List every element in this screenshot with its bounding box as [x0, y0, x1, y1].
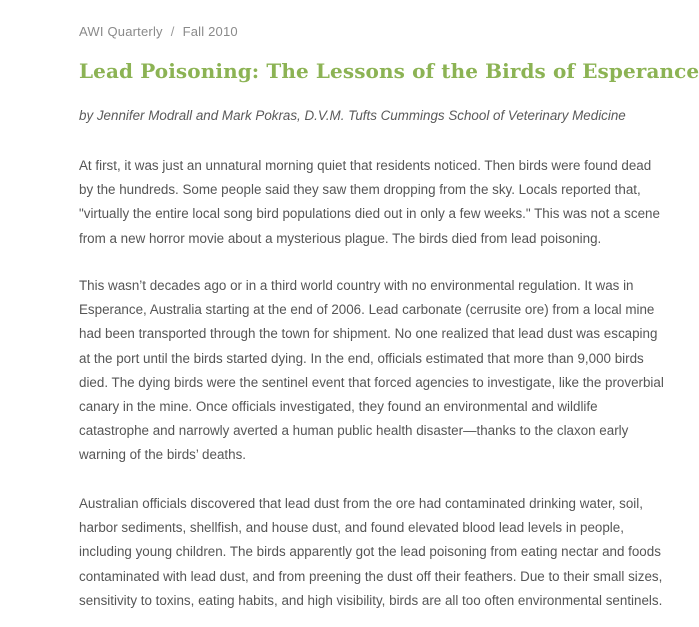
breadcrumb-issue-link[interactable]: Fall 2010 [182, 24, 238, 39]
article-paragraph: Australian officials discovered that lead dust from the ore had contaminated drinking water, soil, harbor sediments, shellfish, and house dust, and found elevated blood lead levels in people, including young children. The birds apparently got the lead poisoning from eating nectar and foods contaminated with lead dust, and from preening the dust off their feathers. Due to their small sizes, sensitivity to toxins, eating habits, and high visibility, birds are all too often environmental sentinels. [79, 496, 663, 608]
breadcrumb-publication-link[interactable]: AWI Quarterly [79, 24, 163, 39]
article-byline: by Jennifer Modrall and Mark Pokras, D.V.M. Tufts Cummings School of Veterinary Medicine [79, 108, 626, 123]
article-title: Lead Poisoning: The Lessons of the Birds of Esperance [79, 59, 699, 83]
article-paragraph: At first, it was just an unnatural morning quiet that residents noticed. Then birds were found dead by the hundreds. Some people said they saw them dropping from the sky. Locals reported that, "virtually the entire local song bird populations died out in only a few weeks." This was not a scene from a new horror movie about a mysterious plague. The birds died from lead poisoning. [79, 158, 660, 246]
breadcrumb-separator: / [170, 24, 175, 39]
breadcrumb [79, 24, 238, 39]
article-paragraph: This wasn’t decades ago or in a third world country with no environmental regulation. It was in Esperance, Australia starting at the end of 2006. Lead carbonate (cerrusite ore) from a local mine had been transported through the town for shipment. No one realized that lead dust was escaping at the port until the birds started dying. In the end, officials estimated that more than 9,000 birds died. The dying birds were the sentinel event that forced agencies to investigate, like the proverbial canary in the mine. Once officials investigated, they found an environmental and wildlife catastrophe and narrowly averted a human public health disaster—thanks to the claxon early warning of the birds’ deaths. [79, 278, 664, 463]
